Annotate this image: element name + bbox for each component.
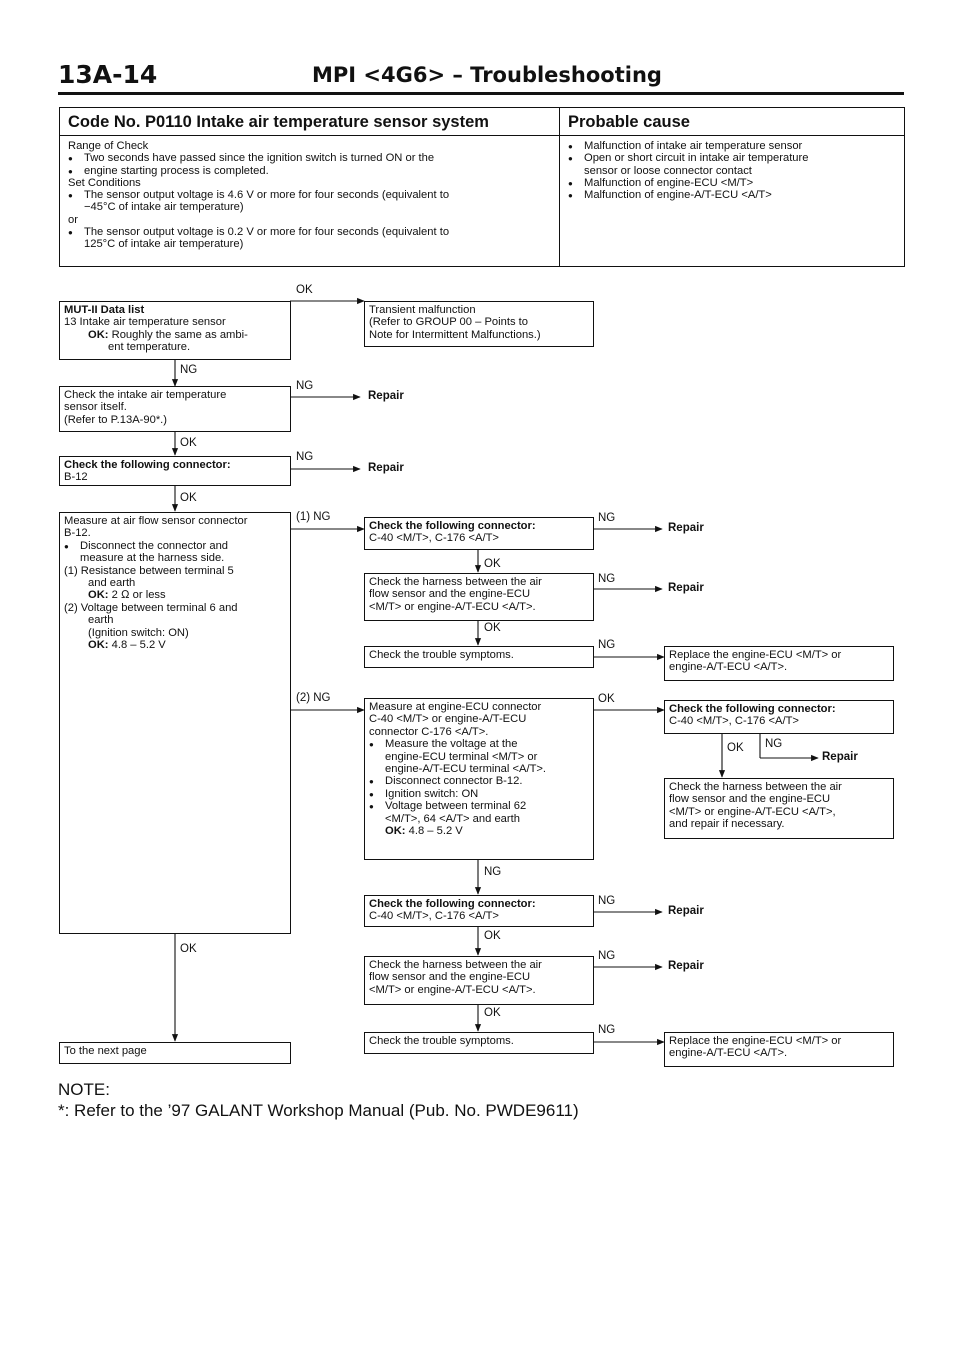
box-line: Roughly the same as ambi- [111,328,248,341]
set-item-1-cont: −45°C of intake air temperature) [84,201,244,214]
ng-branch-label: (2) NG [296,692,331,704]
next-page-box [59,1042,291,1064]
ok-label: OK [727,742,744,754]
box-line: (1) Resistance between terminal 5 [64,564,234,577]
box-line: Check the harness between the air [669,781,842,793]
box-line: engine-A/T-ECU <A/T>. [669,661,788,674]
box-line: <M/T> or engine-A/T-ECU <A/T>. [369,600,536,613]
box-line: sensor itself. [64,401,127,414]
measure-afs-connector-box [59,512,291,934]
ok-label: OK: [88,639,109,652]
box-line: ent temperature. [108,341,191,354]
box-line: earth [88,614,114,627]
box-line: (Refer to P.13A-90*.) [64,413,168,426]
box-line: engine-A/T-ECU terminal <A/T>. [385,763,547,776]
box-title: Check the following connector: [369,520,536,532]
ok-label: OK: [88,589,109,602]
set-item-1: ● The sensor output voltage is 4.6 V or more for four seconds (equivalent to [68,189,551,201]
ng-label: NG [484,866,502,878]
ng-label: NG [598,512,616,524]
box-line: Note for Intermittent Malfunctions.) [369,328,541,341]
box-line: measure at the harness side. [80,552,225,565]
ok-label: OK [484,1007,501,1019]
code-heading: Code No. P0110 Intake air temperature sensor system [60,108,560,136]
box-bullet: ● Ignition switch: ON [369,788,589,800]
box-line: <M/T> or engine-A/T-ECU <A/T>, [669,805,836,818]
box-line: B-12. [64,527,91,540]
box-line: <M/T>, 64 <A/T> and earth [385,812,520,825]
ng-label: NG [598,639,616,651]
repair-label: Repair [368,462,404,474]
ng-label: NG [296,380,314,392]
repair-label: Repair [822,751,858,763]
box-line: and repair if necessary. [669,818,785,831]
ok-label: OK [180,437,197,449]
repair-label: Repair [668,582,704,594]
box-line: C-40 <M/T>, C-176 <A/T> [369,532,499,545]
ng-branch-label: (1) NG [296,511,331,523]
box-bullet: ● Disconnect connector B-12. [369,775,589,787]
note-heading: NOTE: [58,1080,110,1099]
check-sensor-box [59,386,291,432]
check-trouble-symptoms-box [364,1032,594,1054]
replace-ecu-box [664,646,894,681]
ok-label: OK [180,943,197,955]
range-item: ● Two seconds have passed since the ignition switch is turned ON or the [68,152,551,164]
box-bullet: ● Measure the voltage at the [369,738,589,750]
box-line: engine-A/T-ECU <A/T>. [669,1047,788,1060]
set-label: Set Conditions [68,176,141,189]
box-line: (Refer to GROUP 00 – Points to [369,316,528,329]
box-line: 13 Intake air temperature sensor [64,316,226,329]
box-line: Replace the engine-ECU <M/T> or [669,1035,842,1047]
ng-label: NG [598,1024,616,1036]
ng-label: NG [598,573,616,585]
ng-label: NG [598,895,616,907]
box-line: Check the harness between the air [369,576,542,588]
page-number: 13A-14 [58,60,158,89]
box-line: flow sensor and the engine-ECU [369,588,531,601]
ok-value: 2 Ω or less [111,589,166,602]
ok-label: OK: [88,328,109,341]
box-line: and earth [88,577,136,590]
box-line: Measure at engine-ECU connector [369,701,542,713]
ok-label: OK [598,693,615,705]
ok-label: OK [484,930,501,942]
set-item-2-cont: 125°C of intake air temperature) [84,238,244,251]
box-line: engine-ECU terminal <M/T> or [385,750,538,763]
range-label: Range of Check [68,140,149,152]
check-harness-repair-box [664,778,894,839]
mut-data-list-box [59,301,291,360]
box-bullet: ● Voltage between terminal 62 [369,800,589,812]
ok-label: OK [180,492,197,504]
ng-label: NG [180,364,198,376]
ok-label: OK [296,284,313,296]
ok-value: 4.8 – 5.2 V [111,639,166,652]
box-line: C-40 <M/T>, C-176 <A/T> [369,910,499,923]
box-title: Check the following connector: [669,703,836,715]
box-line: C-40 <M/T>, C-176 <A/T> [669,715,799,728]
box-line: Check the trouble symptoms. [369,649,514,661]
check-connector-c40-box [664,700,894,734]
box-title: Check the following connector: [369,898,536,910]
cause-item: ● Malfunction of intake air temperature sensor [568,140,896,152]
box-title: MUT-II Data list [64,304,145,316]
check-trouble-symptoms-box [364,646,594,668]
box-line: (Ignition switch: ON) [88,626,189,639]
ng-label: NG [598,950,616,962]
box-bullet: ● Disconnect the connector and [64,540,286,552]
repair-label: Repair [368,390,404,402]
ok-value: 4.8 – 5.2 V [408,825,463,838]
cause-item-cont: sensor or loose connector contact [584,164,752,177]
replace-ecu-box [664,1032,894,1067]
repair-label: Repair [668,905,704,917]
box-line: B-12 [64,471,88,484]
page-title: MPI <4G6> – Troubleshooting [312,63,662,87]
check-connector-c40-box [364,517,594,550]
box-line: Transient malfunction [369,304,476,316]
set-item-2: ● The sensor output voltage is 0.2 V or more for four seconds (equivalent to [68,226,551,238]
repair-label: Repair [668,960,704,972]
box-line: <M/T> or engine-A/T-ECU <A/T>. [369,983,536,996]
check-harness-box [364,956,594,1005]
ok-label: OK: [385,825,406,838]
range-item-cont: ● engine starting process is completed. [68,165,551,177]
box-title: Check the following connector: [64,459,231,471]
ng-label: NG [296,451,314,463]
note-text: *: Refer to the ’97 GALANT Workshop Manual (Pub. No. PWDE9611) [58,1101,579,1120]
cause-item: ● Open or short circuit in intake air temperature [568,152,896,164]
box-line: flow sensor and the engine-ECU [669,793,831,806]
repair-label: Repair [668,522,704,534]
or-label: or [68,213,78,226]
check-connector-c40-box [364,895,594,927]
measure-ecu-connector-box [364,698,594,860]
box-line: To the next page [64,1045,147,1057]
box-line: C-40 <M/T> or engine-A/T-ECU [369,713,527,726]
box-line: Check the trouble symptoms. [369,1035,514,1047]
box-line: flow sensor and the engine-ECU [369,971,531,984]
box-line: (2) Voltage between terminal 6 and [64,601,238,614]
ok-label: OK [484,558,501,570]
check-connector-b12-box [59,456,291,486]
ng-label: NG [765,738,783,750]
box-line: Check the harness between the air [369,959,542,971]
cause-item: ● Malfunction of engine-ECU <M/T> [568,177,896,189]
ok-label: OK [484,622,501,634]
box-line: Replace the engine-ECU <M/T> or [669,649,842,661]
transient-malfunction-box [364,301,594,347]
box-line: Measure at air flow sensor connector [64,515,248,527]
check-harness-box [364,573,594,621]
box-line: Check the intake air temperature [64,389,227,401]
box-line: connector C-176 <A/T>. [369,725,489,738]
cause-item: ● Malfunction of engine-A/T-ECU <A/T> [568,189,896,201]
cause-heading: Probable cause [560,108,904,136]
